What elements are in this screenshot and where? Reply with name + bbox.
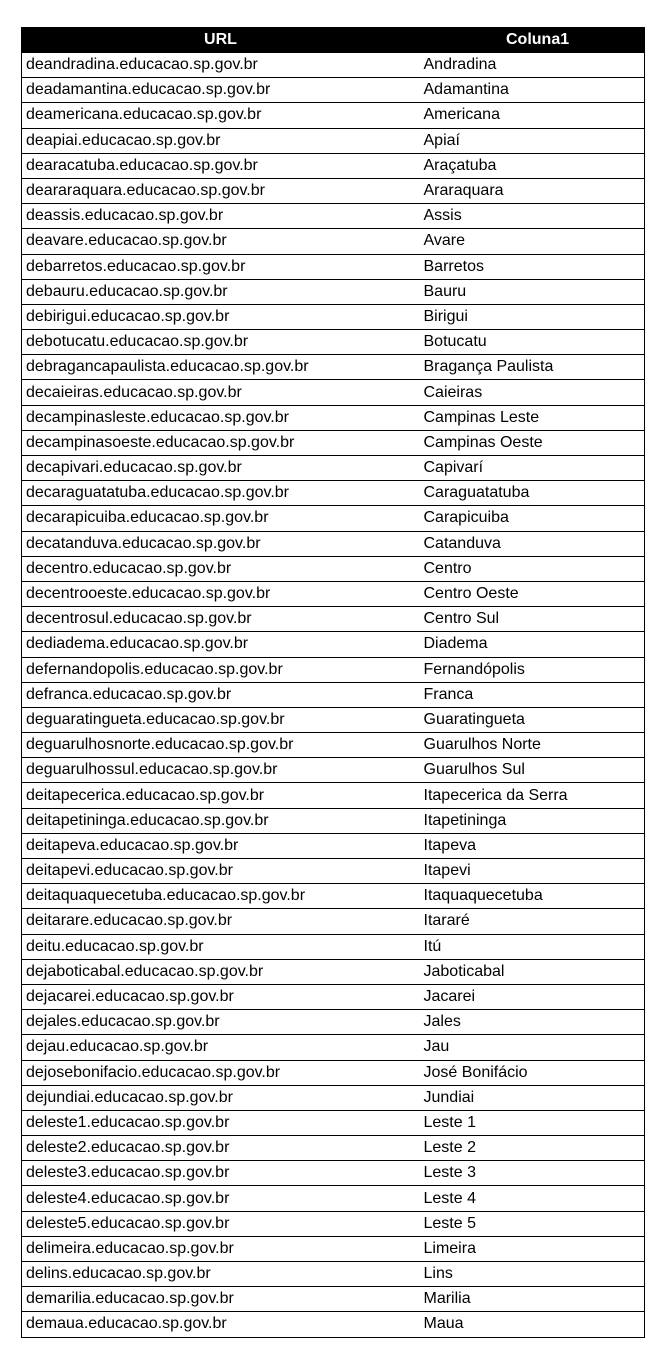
url-cell: dejau.educacao.sp.gov.br (22, 1035, 420, 1060)
table-row (22, 657, 645, 682)
url-cell: debirigui.educacao.sp.gov.br (22, 304, 420, 329)
header-row (22, 28, 645, 53)
url-cell: decentrooeste.educacao.sp.gov.br (22, 581, 420, 606)
table-row (22, 884, 645, 909)
region-name-cell: Leste 1 (420, 1110, 645, 1135)
region-name-cell: Apiaí (420, 128, 645, 153)
region-name-cell: José Bonifácio (420, 1060, 645, 1085)
url-cell: decentro.educacao.sp.gov.br (22, 556, 420, 581)
url-cell: deitapecerica.educacao.sp.gov.br (22, 783, 420, 808)
region-name-cell: Itapecerica da Serra (420, 783, 645, 808)
url-cell: decapivari.educacao.sp.gov.br (22, 456, 420, 481)
region-name-cell: Fernandópolis (420, 657, 645, 682)
region-name-cell: Avare (420, 229, 645, 254)
region-name-cell: Caieiras (420, 380, 645, 405)
column-header-coluna1: Coluna1 (420, 28, 645, 53)
table-row (22, 758, 645, 783)
region-name-cell: Maua (420, 1312, 645, 1337)
column-header-url: URL (22, 28, 420, 53)
table-row (22, 1110, 645, 1135)
table-row (22, 1010, 645, 1035)
table-row (22, 178, 645, 203)
region-name-cell: Jaboticabal (420, 959, 645, 984)
table-row (22, 330, 645, 355)
table-row (22, 632, 645, 657)
table-row (22, 53, 645, 78)
url-cell: dejacarei.educacao.sp.gov.br (22, 984, 420, 1009)
region-name-cell: Centro Oeste (420, 581, 645, 606)
region-name-cell: Franca (420, 682, 645, 707)
table-row (22, 1085, 645, 1110)
region-name-cell: Itapevi (420, 859, 645, 884)
table-row (22, 959, 645, 984)
url-cell: deguarulhosnorte.educacao.sp.gov.br (22, 733, 420, 758)
url-cell: deandradina.educacao.sp.gov.br (22, 53, 420, 78)
region-name-cell: Diadema (420, 632, 645, 657)
region-name-cell: Birigui (420, 304, 645, 329)
table-row (22, 531, 645, 556)
url-cell: deitapetininga.educacao.sp.gov.br (22, 808, 420, 833)
table-row (22, 1060, 645, 1085)
url-cell: dejundiai.educacao.sp.gov.br (22, 1085, 420, 1110)
region-name-cell: Andradina (420, 53, 645, 78)
region-name-cell: Itaquaquecetuba (420, 884, 645, 909)
region-name-cell: Itú (420, 934, 645, 959)
table-row (22, 153, 645, 178)
region-name-cell: Guarulhos Sul (420, 758, 645, 783)
region-name-cell: Assis (420, 204, 645, 229)
url-cell: deitarare.educacao.sp.gov.br (22, 909, 420, 934)
table-row (22, 304, 645, 329)
url-cell: deitapeva.educacao.sp.gov.br (22, 833, 420, 858)
url-cell: deamericana.educacao.sp.gov.br (22, 103, 420, 128)
url-cell: decaraguatatuba.educacao.sp.gov.br (22, 481, 420, 506)
url-cell: dejosebonifacio.educacao.sp.gov.br (22, 1060, 420, 1085)
region-name-cell: Jundiai (420, 1085, 645, 1110)
url-cell: deassis.educacao.sp.gov.br (22, 204, 420, 229)
url-cell: decaieiras.educacao.sp.gov.br (22, 380, 420, 405)
table-row (22, 103, 645, 128)
url-cell: debarretos.educacao.sp.gov.br (22, 254, 420, 279)
table-row (22, 733, 645, 758)
region-name-cell: Adamantina (420, 78, 645, 103)
url-cell: deleste4.educacao.sp.gov.br (22, 1186, 420, 1211)
table-row (22, 707, 645, 732)
url-cell: deleste2.educacao.sp.gov.br (22, 1136, 420, 1161)
region-name-cell: Barretos (420, 254, 645, 279)
table-row (22, 1211, 645, 1236)
region-name-cell: Botucatu (420, 330, 645, 355)
region-name-cell: Itapeva (420, 833, 645, 858)
table-row (22, 279, 645, 304)
url-cell: deadamantina.educacao.sp.gov.br (22, 78, 420, 103)
url-cell: deitaquaquecetuba.educacao.sp.gov.br (22, 884, 420, 909)
table-row (22, 380, 645, 405)
url-cell: decampinasleste.educacao.sp.gov.br (22, 405, 420, 430)
table-row (22, 808, 645, 833)
region-name-cell: Centro Sul (420, 607, 645, 632)
url-table (21, 27, 645, 1338)
table-row (22, 934, 645, 959)
table-row (22, 556, 645, 581)
region-name-cell: Americana (420, 103, 645, 128)
url-cell: demarilia.educacao.sp.gov.br (22, 1287, 420, 1312)
table-row (22, 204, 645, 229)
region-name-cell: Bragança Paulista (420, 355, 645, 380)
region-name-cell: Leste 4 (420, 1186, 645, 1211)
url-cell: demaua.educacao.sp.gov.br (22, 1312, 420, 1337)
region-name-cell: Catanduva (420, 531, 645, 556)
table-row (22, 1236, 645, 1261)
region-name-cell: Campinas Oeste (420, 430, 645, 455)
table-row (22, 1287, 645, 1312)
url-cell: decentrosul.educacao.sp.gov.br (22, 607, 420, 632)
table-row (22, 1312, 645, 1337)
region-name-cell: Bauru (420, 279, 645, 304)
table-row (22, 1186, 645, 1211)
url-cell: deleste3.educacao.sp.gov.br (22, 1161, 420, 1186)
url-cell: deavare.educacao.sp.gov.br (22, 229, 420, 254)
table-row (22, 909, 645, 934)
url-cell: decarapicuiba.educacao.sp.gov.br (22, 506, 420, 531)
spreadsheet-table-container (21, 27, 644, 1338)
table-row (22, 984, 645, 1009)
url-cell: deararaquara.educacao.sp.gov.br (22, 178, 420, 203)
region-name-cell: Itararé (420, 909, 645, 934)
region-name-cell: Guarulhos Norte (420, 733, 645, 758)
table-row (22, 78, 645, 103)
url-cell: debauru.educacao.sp.gov.br (22, 279, 420, 304)
table-body (22, 53, 645, 1338)
url-cell: dejaboticabal.educacao.sp.gov.br (22, 959, 420, 984)
region-name-cell: Jacarei (420, 984, 645, 1009)
region-name-cell: Leste 2 (420, 1136, 645, 1161)
url-cell: delins.educacao.sp.gov.br (22, 1262, 420, 1287)
region-name-cell: Araraquara (420, 178, 645, 203)
region-name-cell: Jales (420, 1010, 645, 1035)
table-row (22, 254, 645, 279)
table-row (22, 1136, 645, 1161)
table-row (22, 1262, 645, 1287)
table-row (22, 456, 645, 481)
region-name-cell: Centro (420, 556, 645, 581)
region-name-cell: Leste 3 (420, 1161, 645, 1186)
table-row (22, 833, 645, 858)
region-name-cell: Itapetininga (420, 808, 645, 833)
table-row (22, 481, 645, 506)
region-name-cell: Carapicuiba (420, 506, 645, 531)
table-row (22, 607, 645, 632)
region-name-cell: Capivarí (420, 456, 645, 481)
table-row (22, 1035, 645, 1060)
region-name-cell: Limeira (420, 1236, 645, 1261)
url-cell: deleste5.educacao.sp.gov.br (22, 1211, 420, 1236)
table-row (22, 506, 645, 531)
url-cell: decatanduva.educacao.sp.gov.br (22, 531, 420, 556)
url-cell: dediadema.educacao.sp.gov.br (22, 632, 420, 657)
table-row (22, 128, 645, 153)
table-row (22, 405, 645, 430)
region-name-cell: Jau (420, 1035, 645, 1060)
region-name-cell: Leste 5 (420, 1211, 645, 1236)
table-row (22, 581, 645, 606)
region-name-cell: Lins (420, 1262, 645, 1287)
url-cell: debotucatu.educacao.sp.gov.br (22, 330, 420, 355)
url-cell: deitapevi.educacao.sp.gov.br (22, 859, 420, 884)
table-row (22, 229, 645, 254)
url-cell: debragancapaulista.educacao.sp.gov.br (22, 355, 420, 380)
url-cell: defranca.educacao.sp.gov.br (22, 682, 420, 707)
table-row (22, 430, 645, 455)
region-name-cell: Caraguatatuba (420, 481, 645, 506)
table-row (22, 1161, 645, 1186)
url-cell: deleste1.educacao.sp.gov.br (22, 1110, 420, 1135)
table-row (22, 682, 645, 707)
region-name-cell: Guaratingueta (420, 707, 645, 732)
url-cell: delimeira.educacao.sp.gov.br (22, 1236, 420, 1261)
url-cell: deitu.educacao.sp.gov.br (22, 934, 420, 959)
url-cell: deguarulhossul.educacao.sp.gov.br (22, 758, 420, 783)
url-cell: defernandopolis.educacao.sp.gov.br (22, 657, 420, 682)
url-cell: deguaratingueta.educacao.sp.gov.br (22, 707, 420, 732)
table-row (22, 859, 645, 884)
table-row (22, 355, 645, 380)
region-name-cell: Campinas Leste (420, 405, 645, 430)
table-row (22, 783, 645, 808)
url-cell: deapiai.educacao.sp.gov.br (22, 128, 420, 153)
url-cell: decampinasoeste.educacao.sp.gov.br (22, 430, 420, 455)
url-cell: dearacatuba.educacao.sp.gov.br (22, 153, 420, 178)
region-name-cell: Marilia (420, 1287, 645, 1312)
region-name-cell: Araçatuba (420, 153, 645, 178)
url-cell: dejales.educacao.sp.gov.br (22, 1010, 420, 1035)
